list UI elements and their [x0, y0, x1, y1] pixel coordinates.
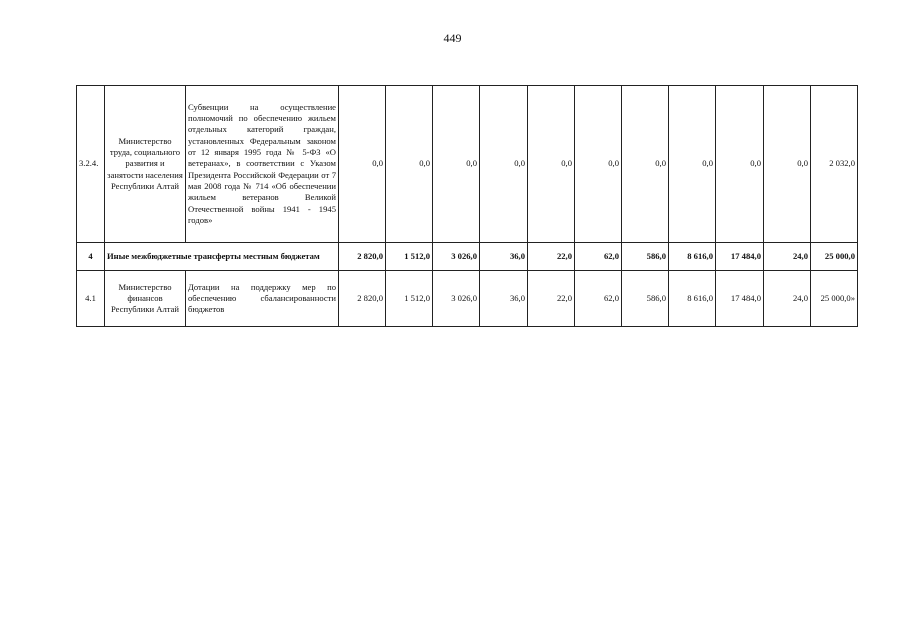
- row-value: 3 026,0: [433, 243, 480, 271]
- row-description: [186, 86, 339, 243]
- row-value: 0,0: [386, 86, 433, 243]
- row-organization: Министерство труда, социального развития и занятости населения Республики Алтай: [105, 86, 186, 243]
- row-value: 24,0: [764, 271, 811, 327]
- row-value: 1 512,0: [386, 243, 433, 271]
- row-code: 3.2.4.: [77, 86, 105, 243]
- row-value: 0,0: [480, 86, 528, 243]
- budget-table: [76, 85, 858, 327]
- row-description: [186, 271, 339, 327]
- row-value: 0,0: [433, 86, 480, 243]
- row-code: 4: [77, 243, 105, 271]
- row-value: 25 000,0»: [811, 271, 858, 327]
- row-value: 2 820,0: [339, 243, 386, 271]
- row-description-text: Дотации на поддержку мер по обеспечению сбалансированности бюджетов: [188, 281, 336, 315]
- row-value: 0,0: [339, 86, 386, 243]
- table-row: [77, 271, 858, 327]
- row-value: 22,0: [528, 243, 575, 271]
- row-value: 0,0: [622, 86, 669, 243]
- row-value: 17 484,0: [716, 243, 764, 271]
- row-value: 2 820,0: [339, 271, 386, 327]
- row-value: 586,0: [622, 243, 669, 271]
- row-value: 0,0: [575, 86, 622, 243]
- row-value: 586,0: [622, 271, 669, 327]
- row-value: 1 512,0: [386, 271, 433, 327]
- row-code: 4.1: [77, 271, 105, 327]
- row-value: 22,0: [528, 271, 575, 327]
- table-row: [77, 86, 858, 243]
- row-organization: Министерство финансов Республики Алтай: [105, 271, 186, 327]
- row-value: 0,0: [528, 86, 575, 243]
- row-value: 8 616,0: [669, 243, 716, 271]
- page-number: 449: [443, 31, 462, 45]
- row-title: Иные межбюджетные трансферты местным бюджетам: [105, 243, 339, 271]
- row-value: 0,0: [716, 86, 764, 243]
- row-value: 24,0: [764, 243, 811, 271]
- row-value: 0,0: [764, 86, 811, 243]
- row-value: 17 484,0: [716, 271, 764, 327]
- row-value: 36,0: [480, 271, 528, 327]
- table-row: [77, 243, 858, 271]
- row-value: 25 000,0: [811, 243, 858, 271]
- row-value: 62,0: [575, 243, 622, 271]
- row-value: 36,0: [480, 243, 528, 271]
- row-value: 2 032,0: [811, 86, 858, 243]
- row-value: 0,0: [669, 86, 716, 243]
- row-value: 3 026,0: [433, 271, 480, 327]
- row-value: 62,0: [575, 271, 622, 327]
- row-description-text: Субвенции на осуществление полномочий по обеспечению жильем отдельных категорий граждан, установленных Федеральным законом от 12 января 1995 года № 5-ФЗ «О ветеранах», в соответствии с Указом Президента Российской Федерации от 7 мая 2008 года № 714 «Об обеспечении жильем ветеранов Великой Отечественной войны 1941 - 1945 годов»: [188, 101, 336, 225]
- row-value: 8 616,0: [669, 271, 716, 327]
